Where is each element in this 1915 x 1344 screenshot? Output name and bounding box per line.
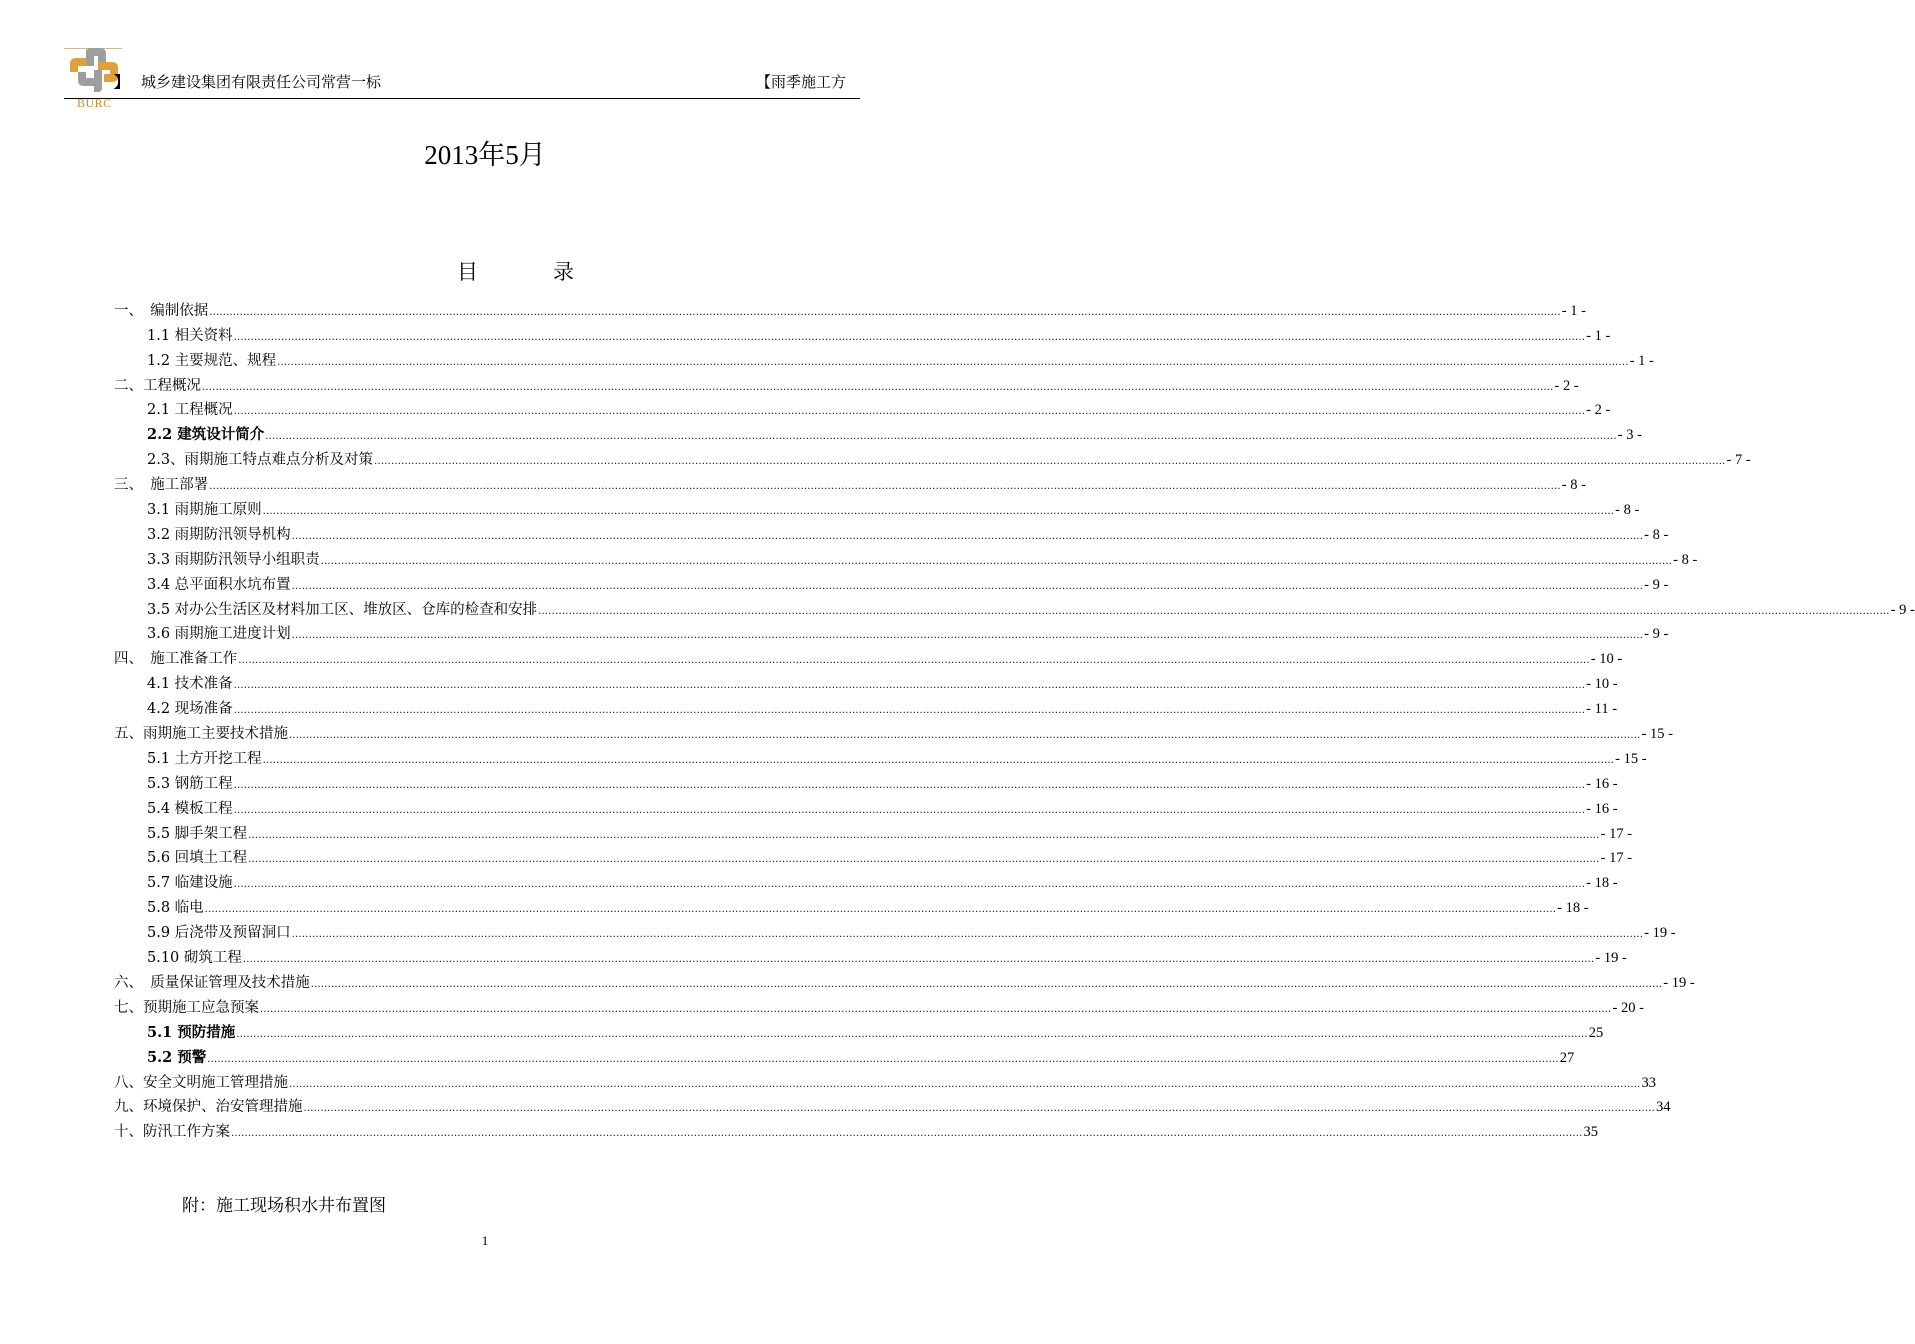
toc-entry-label: 3.5 对办公生活区及材料加工区、堆放区、仓库的检查和安排	[147, 601, 538, 618]
toc-entry[interactable]	[114, 1092, 1671, 1117]
toc-dot-leader: ................................................................................................................................................................................................................................................................................................................................................................................................................	[248, 854, 1600, 866]
toc-title-left: 目	[457, 260, 478, 284]
toc-entry-label: 3.1 雨期施工原则	[147, 502, 262, 519]
toc-entry-page: - 18 -	[1586, 875, 1618, 892]
toc-dot-leader: ................................................................................................................................................................................................................................................................................................................................................................................................................	[291, 630, 1644, 642]
toc-dot-leader: ................................................................................................................................................................................................................................................................................................................................................................................................................	[209, 481, 1561, 493]
header-document-title: 【雨季施工方	[755, 73, 846, 91]
toc-entry-page: - 9 -	[1644, 626, 1669, 643]
toc-entry-page: - 19 -	[1595, 950, 1627, 967]
document-date: 2013年5月	[424, 140, 546, 170]
toc-dot-leader: ................................................................................................................................................................................................................................................................................................................................................................................................................	[374, 456, 1726, 468]
toc-entry-page: - 18 -	[1557, 900, 1589, 917]
toc-entry-label: 5.6 回填土工程	[147, 850, 248, 867]
toc-entry-label: 三、 施工部署	[114, 477, 209, 494]
toc-entry[interactable]	[114, 1116, 1598, 1141]
toc-dot-leader: ................................................................................................................................................................................................................................................................................................................................................................................................................	[233, 680, 1586, 692]
toc-entry-label: 一、 编制依据	[114, 302, 209, 319]
toc-entry-page: - 8 -	[1615, 502, 1640, 519]
toc-entry[interactable]	[114, 867, 1618, 892]
toc-entry-label: 3.2 雨期防汛领导机构	[147, 526, 291, 543]
toc-entry-label: 六、 质量保证管理及技术措施	[114, 974, 310, 991]
toc-dot-leader: ................................................................................................................................................................................................................................................................................................................................................................................................................	[277, 356, 1629, 368]
toc-entry-label: 七、预期施工应急预案	[114, 999, 259, 1016]
toc-title	[457, 256, 574, 286]
toc-entry-label: 5.8 临电	[147, 900, 204, 917]
toc-entry-label: 四、 施工准备工作	[114, 651, 238, 668]
toc-dot-leader: ................................................................................................................................................................................................................................................................................................................................................................................................................	[202, 381, 1554, 393]
toc-entry-page: - 7 -	[1726, 452, 1751, 469]
toc-entry-page: 25	[1588, 1024, 1604, 1041]
toc-entry-label: 5.1 土方开挖工程	[147, 750, 262, 767]
toc-entry[interactable]	[114, 345, 1654, 370]
toc-entry-page: - 16 -	[1586, 800, 1618, 817]
toc-entry[interactable]	[114, 320, 1611, 345]
toc-entry-page: - 10 -	[1586, 676, 1618, 693]
toc-dot-leader: ................................................................................................................................................................................................................................................................................................................................................................................................................	[233, 331, 1586, 343]
toc-dot-leader: ................................................................................................................................................................................................................................................................................................................................................................................................................	[204, 904, 1557, 916]
header-company-name: 城乡建设集团有限责任公司常营一标	[141, 73, 382, 91]
toc-entry-page: - 17 -	[1600, 850, 1633, 867]
toc-dot-leader: ................................................................................................................................................................................................................................................................................................................................................................................................................	[291, 530, 1644, 542]
toc-entry-page: - 20 -	[1612, 999, 1644, 1016]
toc-entry-page: - 2 -	[1554, 377, 1579, 394]
toc-entry[interactable]	[114, 1042, 1575, 1067]
toc-entry[interactable]	[114, 519, 1669, 544]
toc-entry-label: 1.2 主要规范、规程	[147, 352, 277, 369]
toc-entry[interactable]	[114, 1017, 1604, 1042]
toc-entry-page: - 16 -	[1586, 775, 1618, 792]
toc-entry-page: - 19 -	[1644, 925, 1676, 942]
table-of-contents	[114, 295, 1915, 1141]
page-number: 1	[481, 1233, 489, 1248]
toc-entry-page: - 9 -	[1644, 576, 1669, 593]
toc-entry-page: - 9 -	[1890, 601, 1915, 618]
toc-entry[interactable]	[114, 843, 1633, 868]
toc-entry-page: - 1 -	[1561, 302, 1586, 319]
toc-entry-page: - 1 -	[1629, 352, 1654, 369]
toc-entry-label: 3.3 雨期防汛领导小组职责	[147, 551, 320, 568]
toc-entry-page: - 15 -	[1615, 750, 1647, 767]
toc-entry-page: - 11 -	[1586, 701, 1618, 718]
toc-entry-label: 二、工程概况	[114, 377, 201, 394]
toc-entry-label: 九、环境保护、治安管理措施	[114, 1099, 303, 1116]
toc-entry-label: 3.6 雨期施工进度计划	[147, 626, 291, 643]
toc-entry[interactable]	[114, 793, 1618, 818]
toc-dot-leader: ................................................................................................................................................................................................................................................................................................................................................................................................................	[291, 580, 1644, 592]
toc-entry[interactable]	[114, 395, 1611, 420]
toc-entry-label: 十、防汛工作方案	[114, 1124, 230, 1141]
toc-entry-label: 4.2 现场准备	[147, 701, 233, 718]
toc-dot-leader: ................................................................................................................................................................................................................................................................................................................................................................................................................	[207, 1053, 1559, 1065]
toc-entry-label: 1.1 相关资料	[147, 327, 233, 344]
toc-entry[interactable]	[114, 768, 1618, 793]
toc-dot-leader: ................................................................................................................................................................................................................................................................................................................................................................................................................	[233, 879, 1586, 891]
toc-entry-page: - 17 -	[1600, 825, 1633, 842]
toc-entry[interactable]	[114, 544, 1698, 569]
toc-dot-leader: ................................................................................................................................................................................................................................................................................................................................................................................................................	[265, 431, 1617, 443]
logo-text: BURC	[77, 96, 112, 110]
toc-entry-label: 5.2 预警	[147, 1048, 207, 1066]
toc-entry-label: 5.1 预防措施	[147, 1023, 236, 1041]
toc-dot-leader: ................................................................................................................................................................................................................................................................................................................................................................................................................	[289, 730, 1641, 742]
toc-entry[interactable]	[114, 643, 1623, 668]
toc-entry[interactable]	[114, 668, 1618, 693]
toc-dot-leader: ................................................................................................................................................................................................................................................................................................................................................................................................................	[242, 954, 1595, 966]
toc-entry-label: 5.4 模板工程	[147, 800, 233, 817]
toc-entry-page: - 8 -	[1644, 526, 1669, 543]
toc-entry-page: - 1 -	[1586, 327, 1611, 344]
toc-entry-page: - 2 -	[1586, 402, 1611, 419]
toc-title-right: 录	[553, 260, 574, 284]
toc-entry[interactable]	[114, 818, 1633, 843]
toc-dot-leader: ................................................................................................................................................................................................................................................................................................................................................................................................................	[262, 754, 1615, 766]
toc-dot-leader: ................................................................................................................................................................................................................................................................................................................................................................................................................	[233, 779, 1586, 791]
toc-dot-leader: ................................................................................................................................................................................................................................................................................................................................................................................................................	[236, 1028, 1588, 1040]
toc-entry[interactable]	[114, 892, 1589, 917]
toc-entry-label: 五、雨期施工主要技术措施	[114, 726, 288, 743]
toc-dot-leader: ................................................................................................................................................................................................................................................................................................................................................................................................................	[538, 605, 1890, 617]
toc-entry[interactable]	[114, 992, 1644, 1017]
toc-dot-leader: ................................................................................................................................................................................................................................................................................................................................................................................................................	[291, 929, 1644, 941]
toc-entry[interactable]	[114, 693, 1618, 718]
toc-entry[interactable]	[114, 569, 1669, 594]
toc-entry-page: - 8 -	[1561, 477, 1586, 494]
toc-dot-leader: ................................................................................................................................................................................................................................................................................................................................................................................................................	[248, 829, 1600, 841]
toc-entry[interactable]	[114, 619, 1669, 644]
toc-entry-label: 5.7 临建设施	[147, 875, 233, 892]
toc-entry[interactable]	[114, 594, 1915, 619]
toc-entry-label: 4.1 技术准备	[147, 676, 233, 693]
toc-dot-leader: ................................................................................................................................................................................................................................................................................................................................................................................................................	[262, 506, 1615, 518]
toc-entry-page: - 19 -	[1663, 974, 1695, 991]
toc-entry-page: 27	[1559, 1049, 1575, 1066]
toc-entry[interactable]	[114, 444, 1751, 469]
toc-entry-label: 5.10 砌筑工程	[147, 950, 242, 967]
toc-entry-label: 3.4 总平面积水坑布置	[147, 576, 291, 593]
toc-entry-label: 5.5 脚手架工程	[147, 825, 248, 842]
toc-entry-page: - 15 -	[1641, 726, 1673, 743]
toc-dot-leader: ................................................................................................................................................................................................................................................................................................................................................................................................................	[289, 1078, 1641, 1090]
toc-dot-leader: ................................................................................................................................................................................................................................................................................................................................................................................................................	[233, 804, 1586, 816]
toc-entry-page: - 8 -	[1673, 551, 1698, 568]
toc-entry[interactable]	[114, 967, 1695, 992]
toc-entry[interactable]	[114, 718, 1673, 743]
toc-entry-page: 34	[1655, 1099, 1671, 1116]
toc-dot-leader: ................................................................................................................................................................................................................................................................................................................................................................................................................	[209, 306, 1561, 318]
toc-entry-label: 2.2 建筑设计简介	[147, 426, 265, 444]
toc-dot-leader: ................................................................................................................................................................................................................................................................................................................................................................................................................	[320, 555, 1673, 567]
appendix-note: 附：施工现场积水井布置图	[182, 1196, 386, 1216]
toc-dot-leader: ................................................................................................................................................................................................................................................................................................................................................................................................................	[231, 1128, 1583, 1140]
toc-entry[interactable]	[114, 917, 1676, 942]
toc-dot-leader: ................................................................................................................................................................................................................................................................................................................................................................................................................	[303, 1103, 1655, 1115]
toc-entry[interactable]	[114, 370, 1579, 395]
toc-dot-leader: ................................................................................................................................................................................................................................................................................................................................................................................................................	[310, 978, 1663, 990]
toc-entry-page: 33	[1641, 1074, 1656, 1091]
toc-entry[interactable]	[114, 743, 1647, 768]
toc-dot-leader: ................................................................................................................................................................................................................................................................................................................................................................................................................	[233, 406, 1586, 418]
toc-entry[interactable]	[114, 469, 1586, 494]
toc-entry-page: - 10 -	[1590, 651, 1623, 668]
toc-entry-page: - 3 -	[1617, 427, 1642, 444]
toc-entry[interactable]	[114, 419, 1642, 444]
toc-entry[interactable]	[114, 295, 1586, 320]
toc-dot-leader: ................................................................................................................................................................................................................................................................................................................................................................................................................	[233, 705, 1586, 717]
toc-entry-page: 35	[1583, 1124, 1598, 1141]
toc-entry-label: 5.3 钢筋工程	[147, 775, 233, 792]
toc-dot-leader: ................................................................................................................................................................................................................................................................................................................................................................................................................	[260, 1003, 1612, 1015]
toc-entry[interactable]	[114, 1067, 1656, 1092]
header-bracket: 】	[114, 73, 130, 91]
toc-entry[interactable]	[114, 942, 1627, 967]
header-rule	[64, 98, 860, 99]
page-header	[64, 44, 860, 110]
toc-entry-label: 2.3、雨期施工特点难点分析及对策	[147, 452, 374, 469]
toc-entry[interactable]	[114, 494, 1640, 519]
toc-dot-leader: ................................................................................................................................................................................................................................................................................................................................................................................................................	[238, 655, 1590, 667]
toc-entry-label: 2.1 工程概况	[147, 402, 233, 419]
toc-entry-label: 5.9 后浇带及预留洞口	[147, 925, 291, 942]
toc-entry-label: 八、安全文明施工管理措施	[114, 1074, 288, 1091]
